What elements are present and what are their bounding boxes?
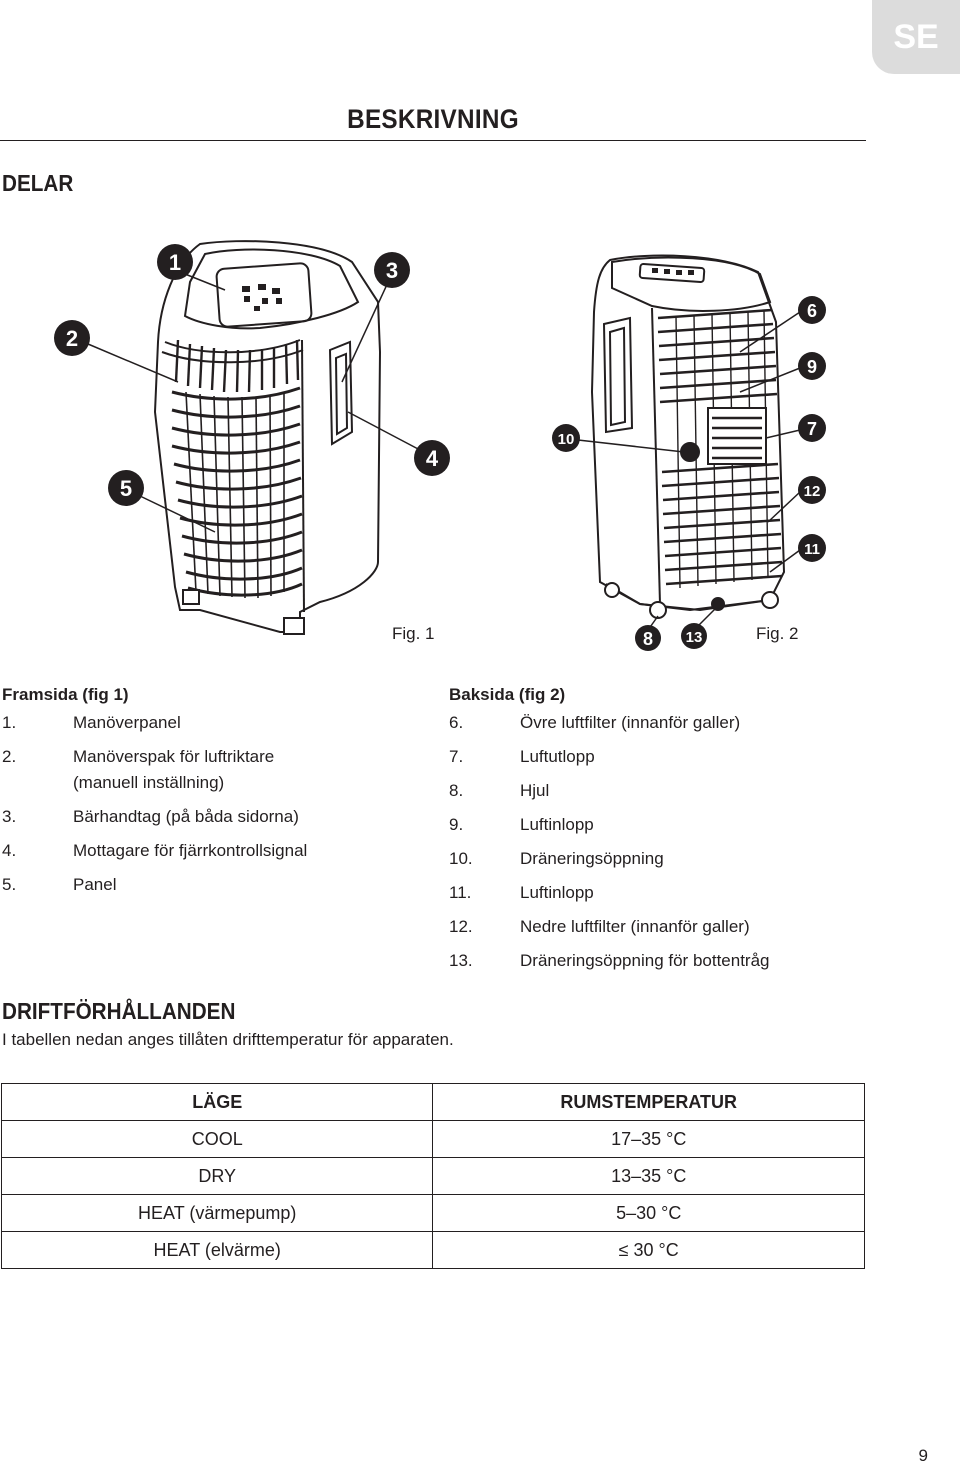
- item-text: Luftinlopp: [520, 883, 594, 902]
- item-number: 6.: [449, 713, 464, 732]
- table-row: [2, 1158, 865, 1195]
- item-number: 10.: [449, 849, 473, 868]
- item-number: 7.: [449, 747, 464, 766]
- item-number: 9.: [449, 815, 464, 834]
- product-illustrations: [0, 232, 866, 662]
- item-text: Mottagare för fjärrkontrollsignal: [73, 841, 308, 860]
- page-number: 9: [918, 1446, 928, 1465]
- conditions-intro: I tabellen nedan anges tillåten drifttemperatur för apparaten.: [2, 1030, 454, 1049]
- table-row: [2, 1121, 865, 1158]
- page-title: BESKRIVNING: [347, 104, 519, 134]
- item-number: 3.: [2, 807, 17, 826]
- item-text: Panel: [73, 875, 117, 894]
- item-text: Luftutlopp: [520, 747, 595, 766]
- table-cell: DRY: [2, 1158, 433, 1195]
- item-number: 1.: [2, 713, 17, 732]
- marker-3: 3: [385, 258, 399, 283]
- front-parts-list: [2, 678, 307, 902]
- item-text: Övre luftfilter (innanför galler): [520, 713, 741, 732]
- list-item: [449, 944, 770, 978]
- item-text-line-1: Manöverspak för luftriktare: [73, 747, 275, 766]
- column-header-mode: LÄGE: [2, 1084, 433, 1121]
- parts-heading: DELAR: [2, 170, 74, 196]
- list-item: [2, 740, 307, 800]
- marker-9: 9: [806, 357, 818, 377]
- item-text: Dräneringsöppning för bottentråg: [520, 951, 770, 970]
- item-text-line-2: (manuell inställning): [73, 773, 225, 792]
- marker-8: 8: [642, 629, 654, 649]
- marker-7: 7: [806, 419, 818, 439]
- list-item: [449, 842, 770, 876]
- item-text: Nedre luftfilter (innanför galler): [520, 917, 750, 936]
- title-divider: [0, 140, 866, 141]
- language-tab: SE: [872, 0, 960, 74]
- table-cell: COOL: [2, 1121, 433, 1158]
- marker-12: 12: [803, 483, 821, 500]
- marker-11: 11: [804, 541, 820, 558]
- item-number: 11.: [449, 883, 472, 902]
- conditions-heading: DRIFTFÖRHÅLLANDEN: [2, 998, 236, 1024]
- list-item: [449, 740, 770, 774]
- table-cell: HEAT (värmepump): [2, 1195, 433, 1232]
- list-item: [449, 706, 770, 740]
- marker-2: 2: [65, 326, 79, 351]
- table-cell: 13–35 °C: [433, 1158, 865, 1195]
- marker-10: 10: [557, 431, 575, 448]
- item-number: 4.: [2, 841, 17, 860]
- fig1-caption: Fig. 1: [392, 624, 435, 643]
- list-item: [449, 910, 770, 944]
- item-text: Bärhandtag (på båda sidorna): [73, 807, 299, 826]
- table-cell: 17–35 °C: [433, 1121, 865, 1158]
- item-text: Manöverpanel: [73, 713, 181, 732]
- marker-6: 6: [806, 301, 818, 321]
- item-text: Hjul: [520, 781, 550, 800]
- marker-1: 1: [168, 250, 182, 275]
- list-item: [449, 876, 770, 910]
- front-unit-drawing: [88, 241, 420, 634]
- list-item: [2, 800, 307, 834]
- item-text: Dräneringsöppning: [520, 849, 664, 868]
- table-row: [2, 1195, 865, 1232]
- marker-4: 4: [425, 446, 439, 471]
- fig2-caption: Fig. 2: [756, 624, 799, 643]
- list-item: [449, 808, 770, 842]
- item-text: Luftinlopp: [520, 815, 594, 834]
- table-cell: ≤ 30 °C: [433, 1232, 865, 1269]
- marker-5: 5: [119, 476, 133, 501]
- item-number: 2.: [2, 747, 17, 766]
- column-header-room-temperature: RUMSTEMPERATUR: [433, 1084, 865, 1121]
- table-row: [2, 1232, 865, 1269]
- item-number: 13.: [449, 951, 473, 970]
- item-number: 8.: [449, 781, 464, 800]
- list-item: [449, 774, 770, 808]
- front-heading: Framsida (fig 1): [2, 685, 129, 704]
- table-cell: HEAT (elvärme): [2, 1232, 433, 1269]
- back-unit-drawing: [578, 256, 800, 630]
- list-item: [2, 868, 307, 902]
- temperature-table: [1, 1083, 865, 1269]
- figures-area: [0, 232, 866, 662]
- item-number: 12.: [449, 917, 473, 936]
- item-number: 5.: [2, 875, 17, 894]
- list-item: [2, 834, 307, 868]
- table-header-row: [2, 1084, 865, 1121]
- back-heading: Baksida (fig 2): [449, 685, 566, 704]
- table-cell: 5–30 °C: [433, 1195, 865, 1232]
- back-parts-list: [449, 678, 770, 978]
- list-item: [2, 706, 307, 740]
- marker-13: 13: [685, 629, 703, 646]
- item-text: [73, 740, 274, 800]
